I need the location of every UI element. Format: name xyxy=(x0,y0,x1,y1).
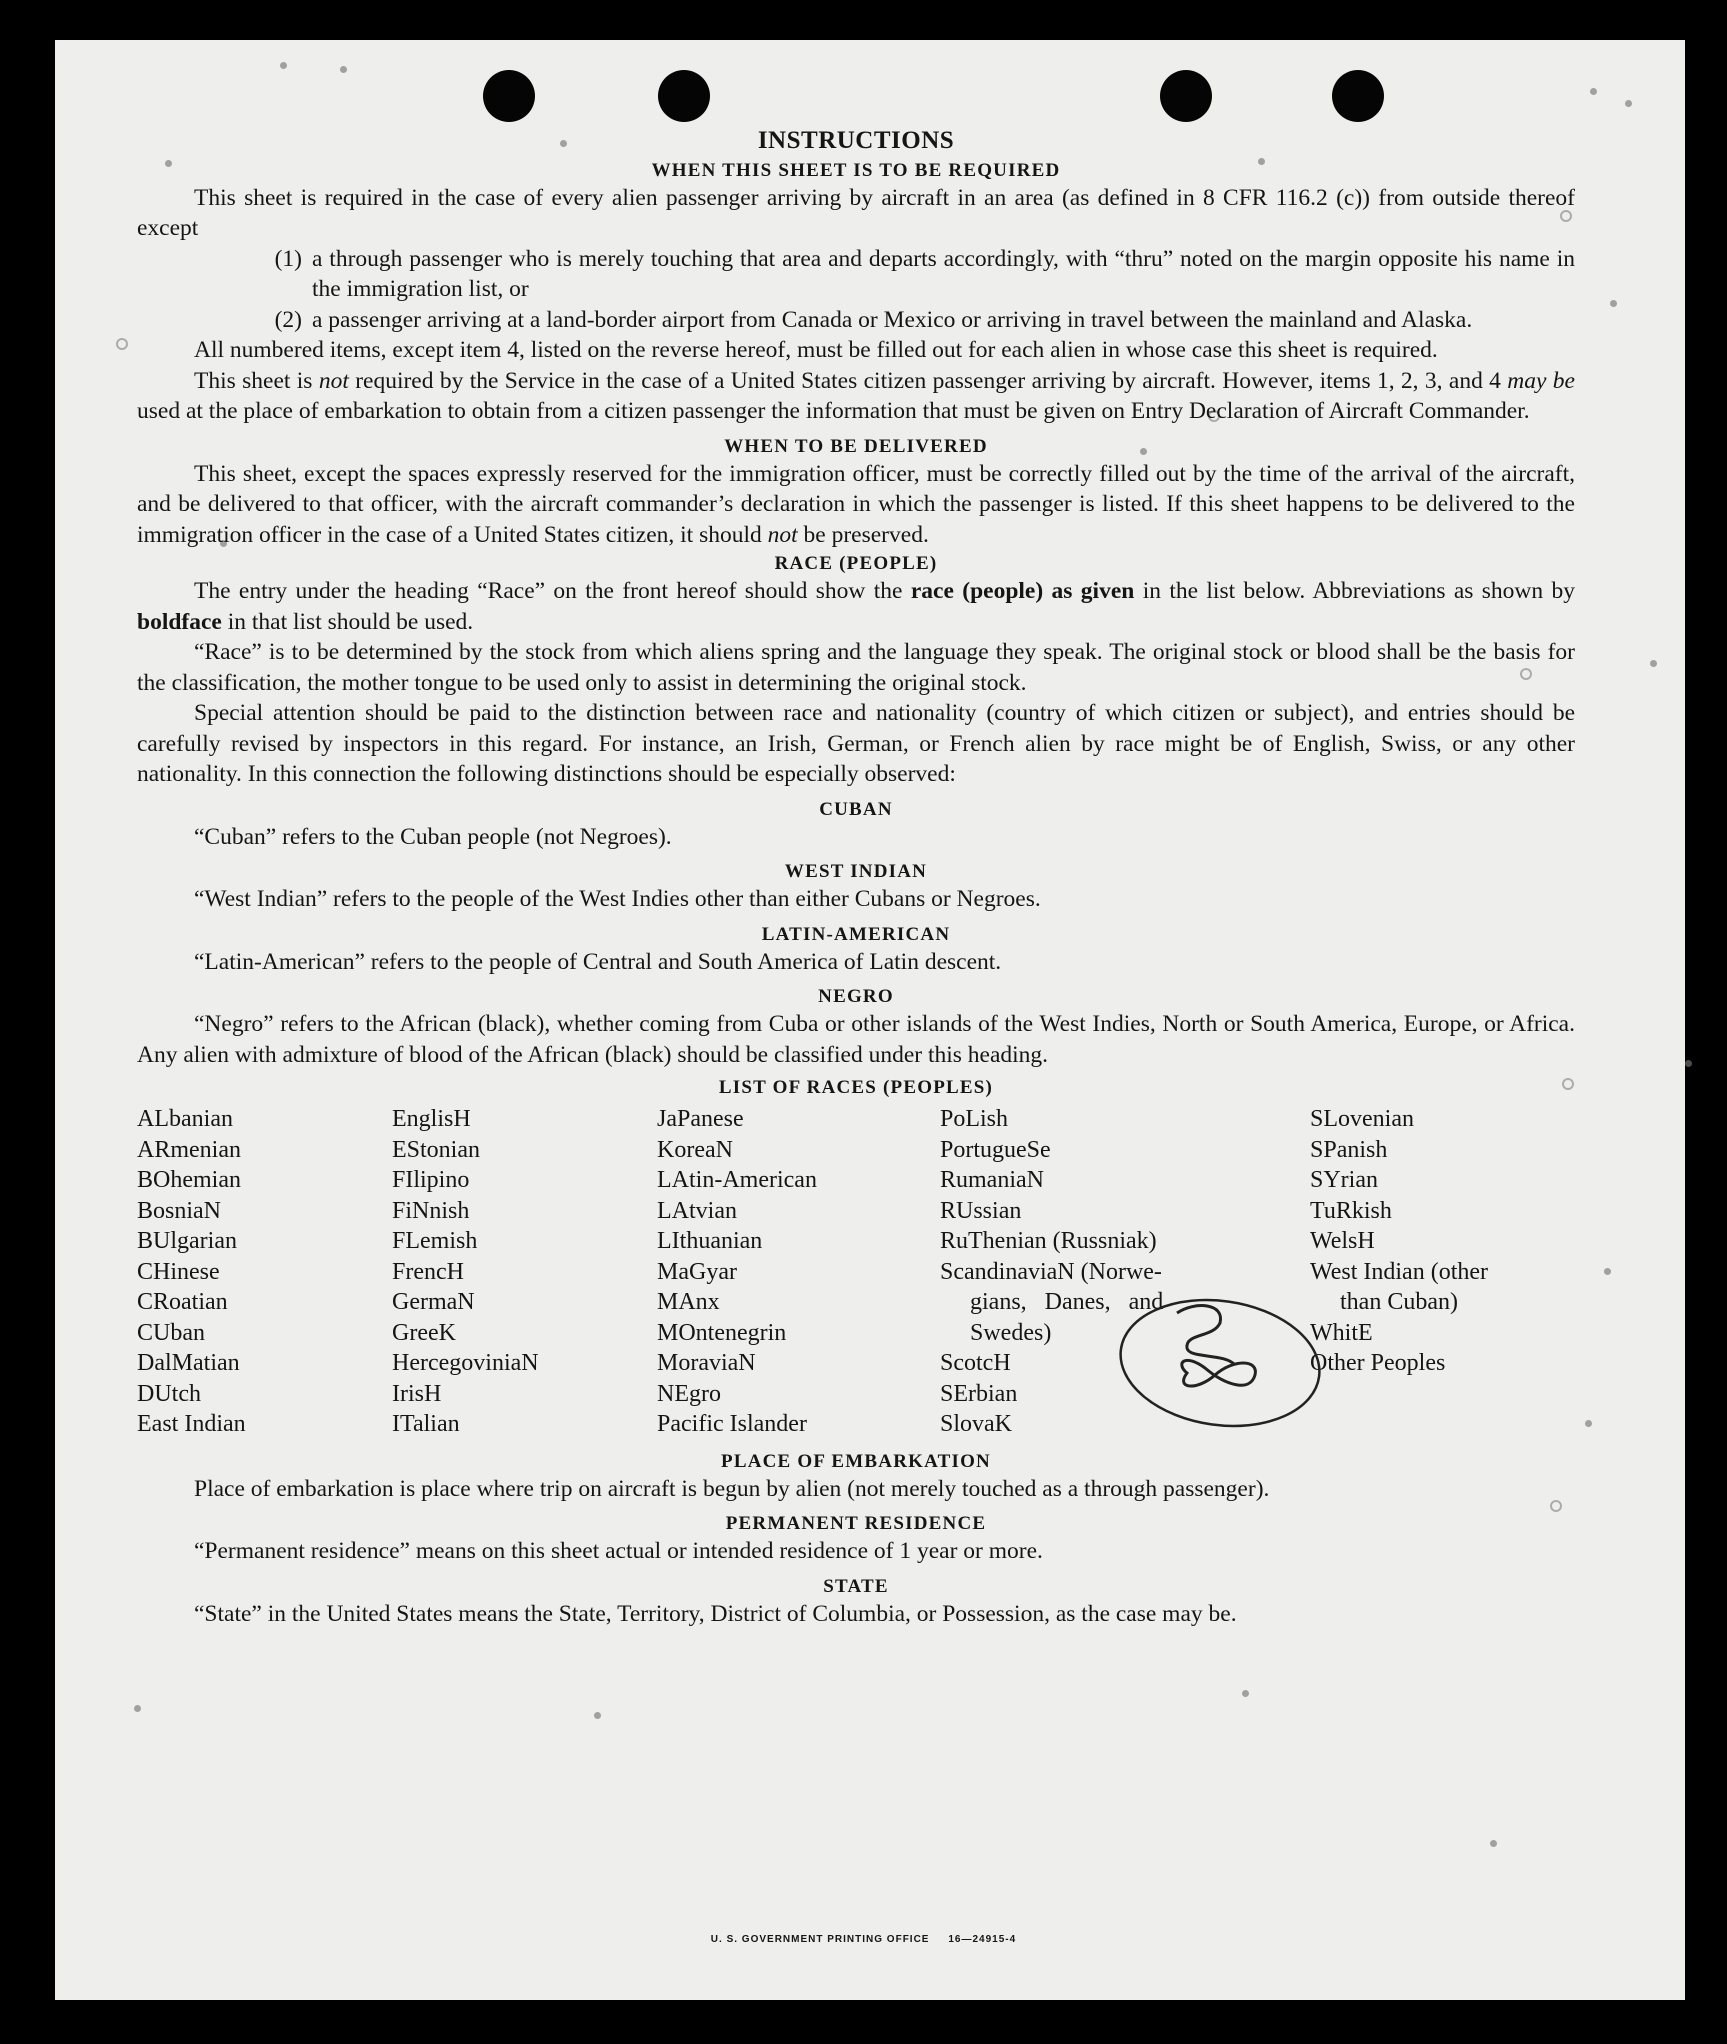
text-run: This sheet is xyxy=(194,367,319,394)
scan-speck xyxy=(134,1705,141,1712)
race-entry: Other Peoples xyxy=(1310,1350,1446,1376)
scan-speck xyxy=(116,338,128,350)
race-entry: LIthuanian xyxy=(657,1228,763,1254)
paragraph: “Cuban” refers to the Cuban people (not Negroes). xyxy=(194,823,672,850)
paragraph xyxy=(137,366,1575,427)
race-entry: DUtch xyxy=(137,1380,201,1407)
race-entry: ARmenian xyxy=(137,1136,241,1163)
race-entry: TuRkish xyxy=(1310,1197,1392,1224)
race-entry: RumaniaN xyxy=(940,1167,1044,1193)
race-entry: JaPanese xyxy=(657,1106,744,1132)
paragraph: “Permanent residence” means on this sheet actual or intended residence of 1 year or more. xyxy=(194,1538,1043,1564)
race-entry: BUlgarian xyxy=(137,1228,237,1254)
race-entry: ALbanian xyxy=(137,1106,233,1132)
race-entry: ScotcH xyxy=(940,1350,1011,1376)
scan-speck xyxy=(1590,88,1597,95)
paragraph: Special attention should be paid to the distinction between race and nationality (country of which citizen or subject), and entries should be carefully revised by inspectors in this regard. For instance, an Irish, German, or French alien by race might be of English, Swiss, or any other nationality. In this connection the following distinctions should be especially observed: xyxy=(137,700,1575,787)
race-entry: LAtin-American xyxy=(657,1167,817,1193)
race-entry: East Indian xyxy=(137,1411,246,1437)
race-entry: GermaN xyxy=(392,1289,475,1315)
item-text: a through passenger who is merely touching that area and departs accordingly, with “thru” noted on the margin opposite his name in the immigration list, or xyxy=(312,245,1575,302)
race-entry: SYrian xyxy=(1310,1167,1378,1193)
text-run: in that list should be used. xyxy=(221,608,474,635)
text-run: race (people) as given xyxy=(910,578,1135,604)
race-entry: SLovenian xyxy=(1310,1106,1414,1132)
scan-speck xyxy=(1585,1420,1592,1427)
heading-west-indian: WEST INDIAN xyxy=(784,861,928,882)
text-run: This sheet, except the spaces expressly reserved for the immigration officer, must be correctly filled out by the time of the arrival of the aircraft, and be delivered to that officer, with the aircraft commander’s declaration in which the passenger is listed. If this sheet happens to be delivered to the immigration officer in the case of a United States citizen, it should xyxy=(137,460,1575,548)
scan-speck xyxy=(594,1712,601,1719)
heading-permanent-residence: PERMANENT RESIDENCE xyxy=(725,1513,987,1534)
scan-speck xyxy=(1685,1060,1692,1067)
race-entry: DalMatian xyxy=(137,1350,240,1376)
race-entry: West Indian (other xyxy=(1310,1258,1489,1285)
race-entry: RUssian xyxy=(940,1197,1022,1224)
paragraph: “Latin-American” refers to the people of Central and South America of Latin descent. xyxy=(194,948,1002,975)
race-entry: FLemish xyxy=(392,1228,478,1254)
text-run: The entry under the heading “Race” on the front hereof should show the xyxy=(194,578,911,604)
race-entry: SErbian xyxy=(940,1380,1018,1407)
race-entry: FIlipino xyxy=(392,1167,470,1193)
text-run: in the list below. Abbreviations as shown by xyxy=(1134,578,1575,604)
heading-latin-american: LATIN-AMERICAN xyxy=(761,923,951,945)
race-entry: CRoatian xyxy=(137,1289,228,1315)
race-entry: ScandinaviaN (Norwe- xyxy=(940,1258,1162,1285)
scan-speck xyxy=(1625,100,1632,107)
races-column-2 xyxy=(392,1104,657,1440)
race-entry: MaGyar xyxy=(657,1258,737,1285)
paragraph: “Negro” refers to the African (black), whether coming from Cuba or other islands of the West Indies, North or South America, Europe, or Africa. Any alien with admixture of blood of the African (black) should be classified under this heading. xyxy=(137,1011,1575,1068)
races-column-5 xyxy=(1310,1104,1575,1440)
race-entry: EStonian xyxy=(392,1136,480,1163)
text-run: may be xyxy=(1507,367,1575,394)
race-entry: EnglisH xyxy=(392,1106,471,1132)
heading-when-delivered: WHEN TO BE DELIVERED xyxy=(724,435,988,457)
race-entry: SlovaK xyxy=(940,1411,1012,1437)
paragraph xyxy=(137,459,1575,551)
race-entry-continued: Swedes) xyxy=(970,1319,1052,1346)
punch-hole xyxy=(658,70,710,122)
paragraph: “Race” is to be determined by the stock from which aliens spring and the language they speak. The original stock or blood shall be the basis for the classification, the mother tongue to be used only to assist in determining the original stock. xyxy=(137,639,1575,696)
heading-state: STATE xyxy=(823,1575,889,1597)
paragraph: This sheet is required in the case of every alien passenger arriving by aircraft in an area (as defined in 8 CFR 116.2 (c)) from outside thereof except xyxy=(137,184,1575,241)
heading-place-of-embarkation: PLACE OF EMBARKATION xyxy=(721,1450,991,1472)
text-run: not xyxy=(767,521,798,548)
printer-imprint: U. S. GOVERNMENT PRINTING OFFICE 16—24915-4 xyxy=(710,1934,1017,1945)
handwritten-circled-mark xyxy=(1115,1293,1325,1433)
text-run: not xyxy=(318,367,349,394)
race-entry: BOhemian xyxy=(137,1167,241,1193)
paragraph: Place of embarkation is place where trip on aircraft is begun by alien (not merely touched as a through passenger). xyxy=(194,1475,1270,1502)
race-entry: MOntenegrin xyxy=(657,1319,787,1346)
scan-speck xyxy=(1490,1840,1497,1847)
scan-speck xyxy=(1242,1690,1249,1697)
scan-speck xyxy=(280,62,287,69)
heading-negro: NEGRO xyxy=(818,986,894,1007)
race-entry: PoLish xyxy=(940,1106,1009,1132)
race-entry: WelsH xyxy=(1310,1228,1375,1254)
scan-speck xyxy=(340,66,347,73)
heading-list-of-races: LIST OF RACES (PEOPLES) xyxy=(718,1077,994,1098)
scan-speck xyxy=(1604,1268,1611,1275)
punch-hole xyxy=(1160,70,1212,122)
text-run: used at the place of embarkation to obtain from a citizen passenger the information that must be given on Entry Declaration of Aircraft Commander. xyxy=(137,398,1530,424)
heading-when-required: WHEN THIS SHEET IS TO BE REQUIRED xyxy=(651,159,1061,181)
paragraph: “State” in the United States means the State, Territory, District of Columbia, or Possession, as the case may be. xyxy=(194,1600,1237,1627)
text-run: boldface xyxy=(137,608,222,635)
item-text: a passenger arriving at a land-border airport from Canada or Mexico or arriving in travel between the mainland and Alaska. xyxy=(312,306,1473,333)
race-entry: RuThenian (Russniak) xyxy=(940,1228,1157,1254)
punch-hole xyxy=(1332,70,1384,122)
races-column-3 xyxy=(657,1104,940,1440)
text-run: required by the Service in the case of a United States citizen passenger arriving by aircraft. However, items 1, 2, 3, and 4 xyxy=(348,367,1508,394)
race-entry: MAnx xyxy=(657,1289,720,1315)
race-entry-continued: than Cuban) xyxy=(1340,1289,1458,1315)
scan-speck xyxy=(1650,660,1657,667)
race-entry: IrisH xyxy=(392,1380,442,1407)
race-entry: MoraviaN xyxy=(657,1350,756,1376)
race-entry: PortugueSe xyxy=(940,1136,1051,1163)
numbered-item xyxy=(137,244,1575,305)
race-entry: GreeK xyxy=(392,1319,456,1346)
paragraph xyxy=(137,576,1575,637)
scan-speck xyxy=(1610,300,1617,307)
race-entry: SPanish xyxy=(1310,1136,1388,1163)
item-number: (2) xyxy=(274,306,302,333)
heading-cuban: CUBAN xyxy=(819,798,893,820)
item-number: (1) xyxy=(274,245,302,272)
race-entry: NEgro xyxy=(657,1380,721,1407)
punch-hole xyxy=(483,70,535,122)
race-entry-continued: gians, Danes, and xyxy=(970,1289,1164,1315)
page-title: INSTRUCTIONS xyxy=(757,127,955,154)
race-entry: KoreaN xyxy=(657,1136,733,1163)
race-entry: ITalian xyxy=(392,1411,460,1437)
paragraph: All numbered items, except item 4, listed on the reverse hereof, must be filled out for each alien in whose case this sheet is required. xyxy=(194,337,1438,363)
race-entry: FiNnish xyxy=(392,1197,470,1224)
race-entry: Pacific Islander xyxy=(657,1411,807,1437)
race-entry: FrencH xyxy=(392,1258,464,1285)
race-entry: CUban xyxy=(137,1319,205,1346)
text-run: be preserved. xyxy=(797,521,929,548)
race-entry: BosniaN xyxy=(137,1197,221,1224)
race-entry: HercegoviniaN xyxy=(392,1350,539,1376)
paragraph: “West Indian” refers to the people of the West Indies other than either Cubans or Negroes. xyxy=(194,886,1041,912)
race-entry: WhitE xyxy=(1310,1319,1373,1346)
race-entry: CHinese xyxy=(137,1258,220,1285)
races-column-1 xyxy=(137,1104,392,1440)
instructions-body xyxy=(137,122,1575,1629)
races-list xyxy=(137,1104,1575,1440)
heading-race: RACE (PEOPLE) xyxy=(774,553,938,574)
race-entry: LAtvian xyxy=(657,1197,737,1224)
numbered-item xyxy=(137,305,1575,336)
